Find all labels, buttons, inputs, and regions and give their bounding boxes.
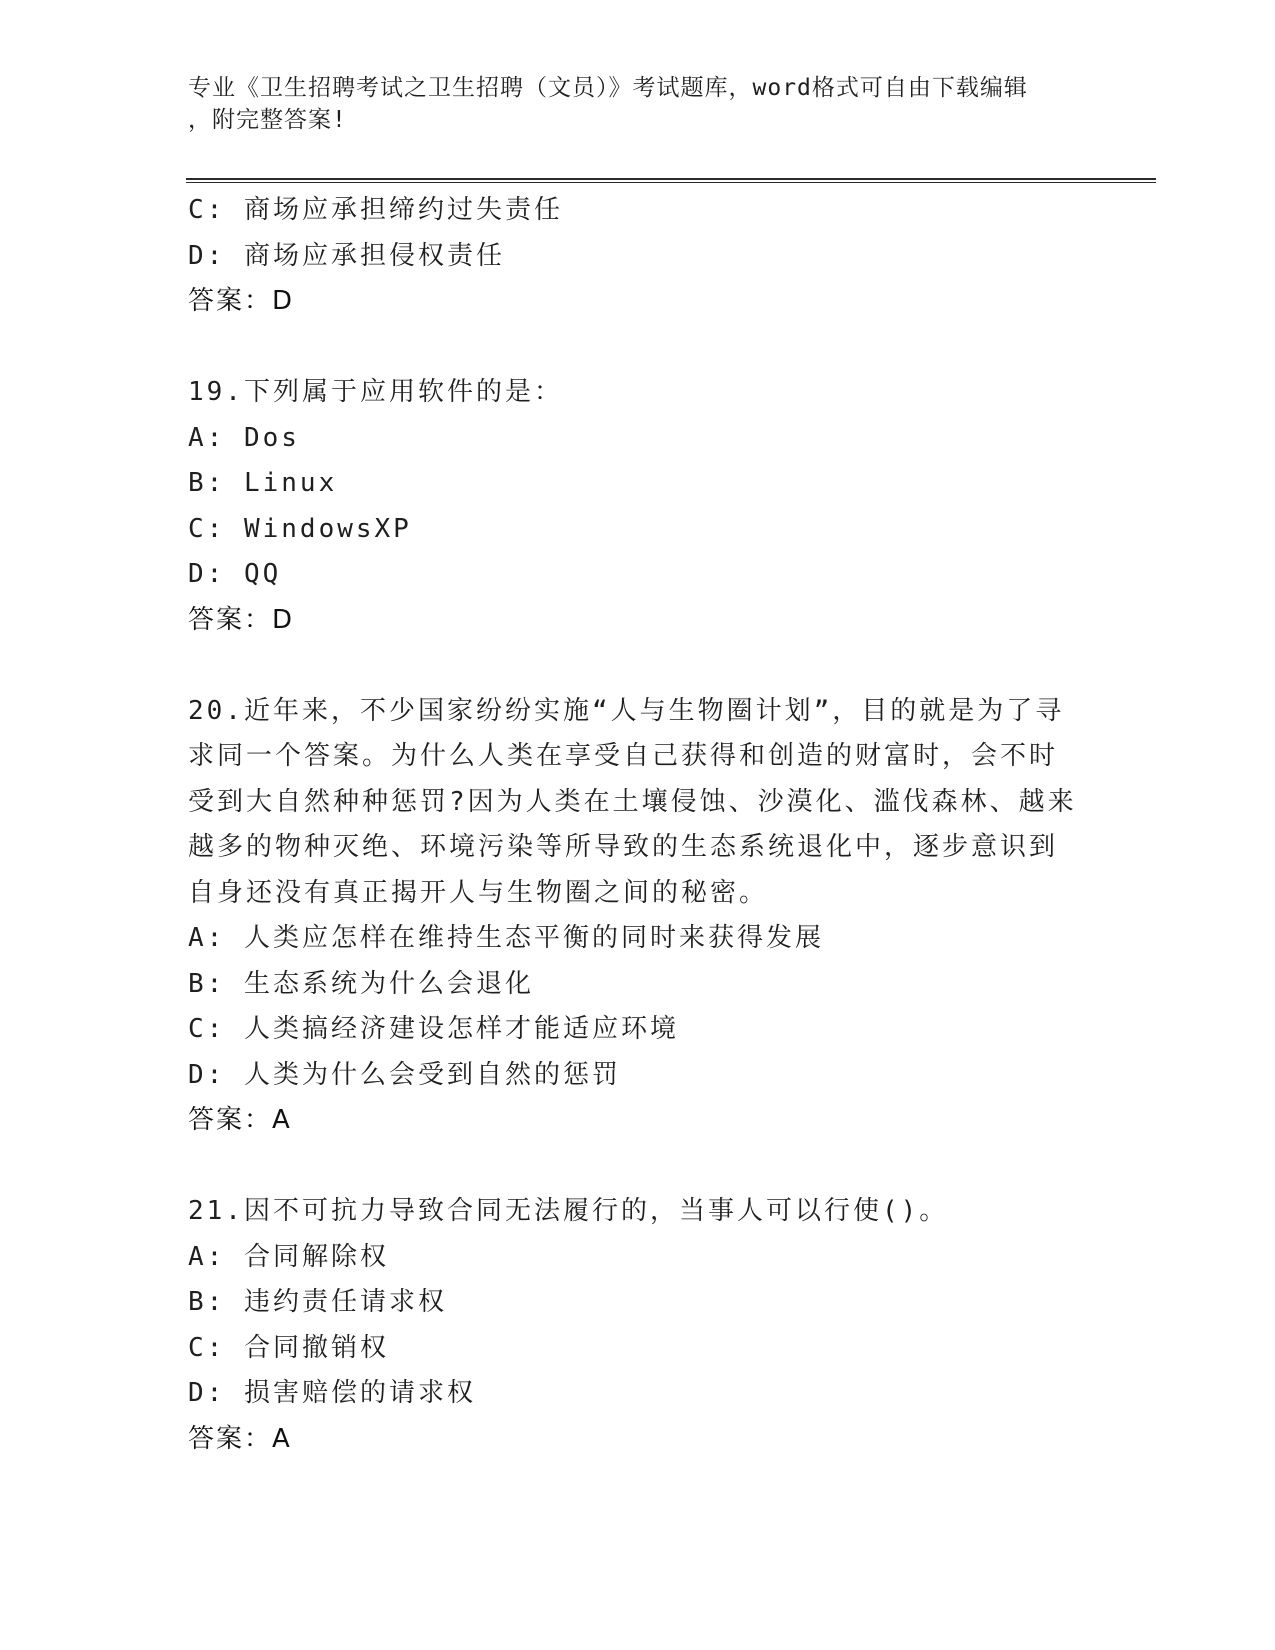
- option-a: A: 人类应怎样在维持生态平衡的同时来获得发展: [188, 923, 824, 953]
- option-d: D: 商场应承担侵权责任: [188, 240, 505, 271]
- answer: 答案：A: [188, 1423, 292, 1454]
- header-divider: [186, 178, 1156, 183]
- question-text-line: 20.近年来，不少国家纷纷实施“人与生物圈计划”，目的就是为了寻: [188, 695, 1065, 726]
- option-b: B: 违约责任请求权: [188, 1287, 447, 1317]
- spacer: [188, 643, 1088, 689]
- question-text: 19.下列属于应用软件的是：: [188, 377, 563, 407]
- option-c: C: WindowsXP: [188, 513, 412, 544]
- question-20: [188, 689, 1088, 1144]
- question-text-line: 自身还没有真正揭开人与生物圈之间的秘密。: [188, 877, 769, 908]
- question-21: [188, 1189, 1088, 1462]
- question-text-line: 越多的物种灭绝、环境污染等所导致的生态系统退化中，逐步意识到: [188, 832, 1059, 862]
- question-19: [188, 370, 1088, 643]
- question-text: 21.因不可抗力导致合同无法履行的，当事人可以行使()。: [188, 1196, 949, 1226]
- document-header: [188, 72, 1088, 136]
- option-b: B: 生态系统为什么会退化: [188, 968, 534, 999]
- option-d: D: QQ: [188, 559, 282, 589]
- option-c: C: 商场应承担缔约过失责任: [188, 195, 563, 225]
- question-18-tail: [188, 188, 1088, 325]
- answer: 答案：A: [188, 1105, 292, 1135]
- question-text-line: 受到大自然种种惩罚?因为人类在土壤侵蚀、沙漠化、滥伐森林、越来: [188, 786, 1077, 817]
- spacer: [188, 325, 1088, 371]
- option-c: C: 合同撤销权: [188, 1332, 389, 1363]
- question-text-line: 求同一个答案。为什么人类在享受自己获得和创造的财富时，会不时: [188, 741, 1059, 771]
- header-line-2: ，附完整答案!: [188, 107, 347, 133]
- option-a: A: Dos: [188, 422, 300, 453]
- option-b: B: Linux: [188, 468, 338, 498]
- answer: 答案：D: [188, 604, 295, 635]
- question-list: [188, 188, 1088, 1462]
- option-d: D: 人类为什么会受到自然的惩罚: [188, 1059, 621, 1090]
- option-d: D: 损害赔偿的请求权: [188, 1378, 476, 1408]
- answer: 答案：D: [188, 286, 295, 316]
- header-line-1: 专业《卫生招聘考试之卫生招聘（文员）》考试题库，word格式可自由下载编辑: [188, 75, 1028, 101]
- spacer: [188, 1144, 1088, 1190]
- option-c: C: 人类搞经济建设怎样才能适应环境: [188, 1014, 679, 1044]
- option-a: A: 合同解除权: [188, 1241, 389, 1272]
